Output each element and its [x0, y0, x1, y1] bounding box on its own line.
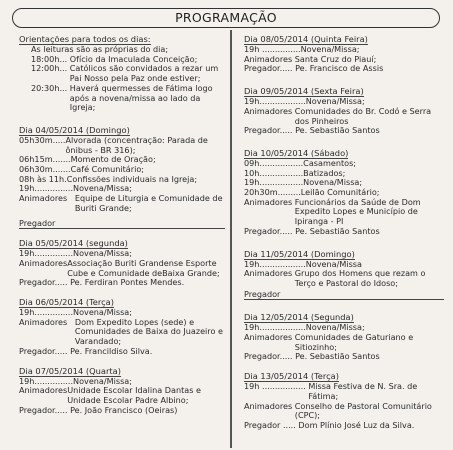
schedule-row — [19, 136, 225, 155]
row-text: Novena/Missa; — [73, 248, 132, 259]
row-key: Animadores — [19, 385, 68, 396]
pregador-text: Pregador..... Pe. Sebastião Santos — [244, 351, 380, 362]
row-text: Dom Expedito Lopes (sede) e Comunidades de Baixa do Juazeiro e Varandado; — [74, 316, 223, 347]
row-key: Animadores — [244, 53, 293, 64]
pregador-text: Pregador..... Pe. Sebastião Santos — [244, 125, 380, 136]
day-block-08 — [244, 34, 444, 74]
row-text: Comunidades de Gaturiano e Sitiozinho; — [294, 332, 414, 352]
row-key: Animadores — [244, 105, 293, 116]
pregador-text: Pregador..... Pe. Francisco de Assis — [244, 63, 384, 74]
day-title: Dia 11/05/2014 (Domingo) — [244, 248, 355, 259]
row-text: Novena/Missa; — [305, 96, 365, 107]
row-key: 06h15m....... — [19, 154, 71, 165]
row-key: 05h30m..... — [19, 134, 66, 145]
row-text: Funcionários da Saúde de Dom Expedito Lopes e Município de Ipiranga - PI — [294, 196, 421, 227]
orientacao-text: Católicos são convidados a rezar um Pai Nosso pela Paz onde estiver; — [69, 63, 219, 84]
row-key: 20h30m......... — [244, 187, 301, 198]
row-text: Comunidades do Br. Codó e Serra dos Pinheiros — [294, 105, 432, 126]
day-block-06 — [19, 297, 225, 357]
row-text: Batizados; — [303, 167, 346, 178]
orientacao-key: 12:00h... — [31, 63, 68, 74]
pregador-text: Pregador..... Pe. Sebastião Santos — [244, 225, 380, 236]
pregador-text: Pregador..... Pe. João Francisco (Oeiras) — [19, 404, 178, 415]
orientacao-text: Haverá quermesses de Fátima logo após a novena/missa ao lado da Igreja; — [69, 82, 213, 113]
day-title: Dia 09/05/2014 (Sexta Feira) — [244, 86, 364, 97]
row-key: 19h................. — [244, 177, 304, 188]
row-text: Alvorada (concentração: Parada de ônibus - BR 316); — [65, 134, 208, 155]
row-text: Novena/Missa; — [73, 307, 132, 318]
row-text: Casamentos; — [303, 157, 357, 168]
pregador-text: Pregador..... Pe. Francildiso Silva. — [19, 345, 153, 356]
column-divider — [230, 30, 232, 448]
orientacao-key: As leituras — [31, 44, 74, 54]
schedule-row — [19, 194, 225, 213]
row-key: Animadores — [244, 196, 293, 207]
row-text: Unidade Escolar Idalina Dantas e Unidade Escolar Padre Albino; — [67, 385, 202, 405]
row-text: Equipe de Liturgia e Comunidade de Buriti Grande; — [74, 193, 223, 213]
day-title: Dia 05/05/2014 (segunda) — [19, 238, 128, 249]
row-text: Novena/Missa; — [73, 375, 132, 386]
row-text: Associação Buriti Grandense Esporte Cube e Comunidade deBaixa Grande; — [67, 257, 220, 278]
day-block-11 — [244, 249, 444, 301]
pregador-text: Pregador — [244, 288, 281, 299]
row-text: Grupo dos Homens que rezam o Terço e Pastoral do Idoso; — [294, 268, 426, 288]
schedule-row — [244, 269, 444, 288]
title-banner — [12, 8, 440, 28]
schedule-row — [244, 107, 444, 126]
right-column — [244, 34, 444, 431]
row-key: 19h.................. — [244, 258, 306, 269]
row-key: 19h............... — [19, 183, 74, 194]
row-key: 19h............... — [19, 375, 74, 386]
row-key: Animadores — [244, 400, 293, 411]
pregador-text: Pregador..... Pe. Ferdiran Pontes Mendes. — [19, 277, 185, 288]
row-text: Novena/Missa; — [303, 177, 363, 188]
row-text: Novena/Missa; — [73, 183, 132, 194]
schedule-row — [19, 259, 225, 278]
row-text: Conselho de Pastoral Comunitário (CPC); — [294, 400, 432, 421]
row-text: Leilão Comunitário; — [300, 187, 380, 198]
day-title: Dia 13/05/2014 (Terça) — [244, 371, 339, 382]
row-key: 19h.................. — [244, 322, 306, 333]
pregador-text: Pregador — [19, 217, 56, 228]
row-text: Missa Festiva de N. Sra. de Fátima; — [308, 381, 418, 401]
day-block-10 — [244, 148, 444, 237]
orientacao-item — [19, 84, 225, 113]
row-key: 19h ................. — [244, 381, 306, 392]
pregador-line — [244, 290, 444, 301]
day-block-05 — [19, 238, 225, 288]
day-title: Dia 06/05/2014 (Terça) — [19, 297, 114, 308]
row-key: 06h30m....... — [19, 164, 71, 175]
row-key: 08h às 11h. — [19, 173, 67, 184]
day-block-04 — [19, 125, 225, 229]
day-title: Dia 08/05/2014 (Quinta Feira) — [244, 34, 368, 44]
day-block-13 — [244, 371, 444, 431]
row-text: Momento de Oração; — [70, 154, 156, 165]
row-key: Animadores — [19, 316, 68, 327]
day-title: Dia 10/05/2014 (Sábado) — [244, 147, 349, 158]
row-key: 19h.................. — [244, 96, 306, 107]
orientacoes-title: Orientações para todos os dias: — [19, 34, 151, 44]
row-key: Animadores — [244, 332, 293, 343]
pregador-text: Pregador ..... Dom Plínio José Luz da Silva. — [244, 419, 415, 430]
row-key: 09h................. — [244, 157, 304, 168]
orientacao-text: são as próprias do dia; — [76, 44, 169, 54]
orientacao-item — [19, 64, 225, 83]
day-block-07 — [19, 366, 225, 416]
row-text: Santa Cruz do Piauí; — [294, 53, 377, 64]
schedule-row — [244, 382, 444, 401]
orientacao-text: Ofício da Imaculada Conceição; — [69, 53, 198, 64]
row-text: Novena/Missa — [305, 258, 362, 269]
row-key: Animadores — [19, 257, 68, 268]
day-block-12 — [244, 312, 444, 362]
day-block-09 — [244, 86, 444, 136]
row-text: Café Comunitário; — [70, 164, 145, 175]
row-key: Animadores — [19, 193, 68, 204]
row-text: Novena/Missa; — [300, 44, 360, 54]
orientacao-key: 20:30h... — [31, 82, 68, 93]
row-key: 19h............... — [19, 248, 74, 259]
row-key: Animadores — [244, 268, 293, 279]
orientacao-key: 18:00h... — [31, 53, 68, 64]
day-title: Dia 04/05/2014 (Domingo) — [19, 124, 130, 135]
left-column — [19, 34, 225, 415]
pregador-line — [19, 219, 225, 230]
schedule-row — [19, 386, 225, 405]
row-text: Confissões individuais na Igreja; — [66, 173, 198, 184]
row-key: 19h............... — [19, 307, 74, 318]
row-key: 19h ............... — [244, 44, 301, 54]
day-title: Dia 12/05/2014 (Segunda) — [244, 312, 354, 323]
schedule-row — [244, 333, 444, 352]
schedule-row — [244, 198, 444, 227]
schedule-row — [19, 318, 225, 347]
schedule-row — [244, 402, 444, 421]
row-key: 10h................. — [244, 167, 304, 178]
day-title: Dia 07/05/2014 (Quarta) — [19, 365, 121, 376]
page-title: PROGRAMAÇÃO — [175, 10, 277, 25]
row-text: Novena/Missa; — [305, 322, 365, 333]
